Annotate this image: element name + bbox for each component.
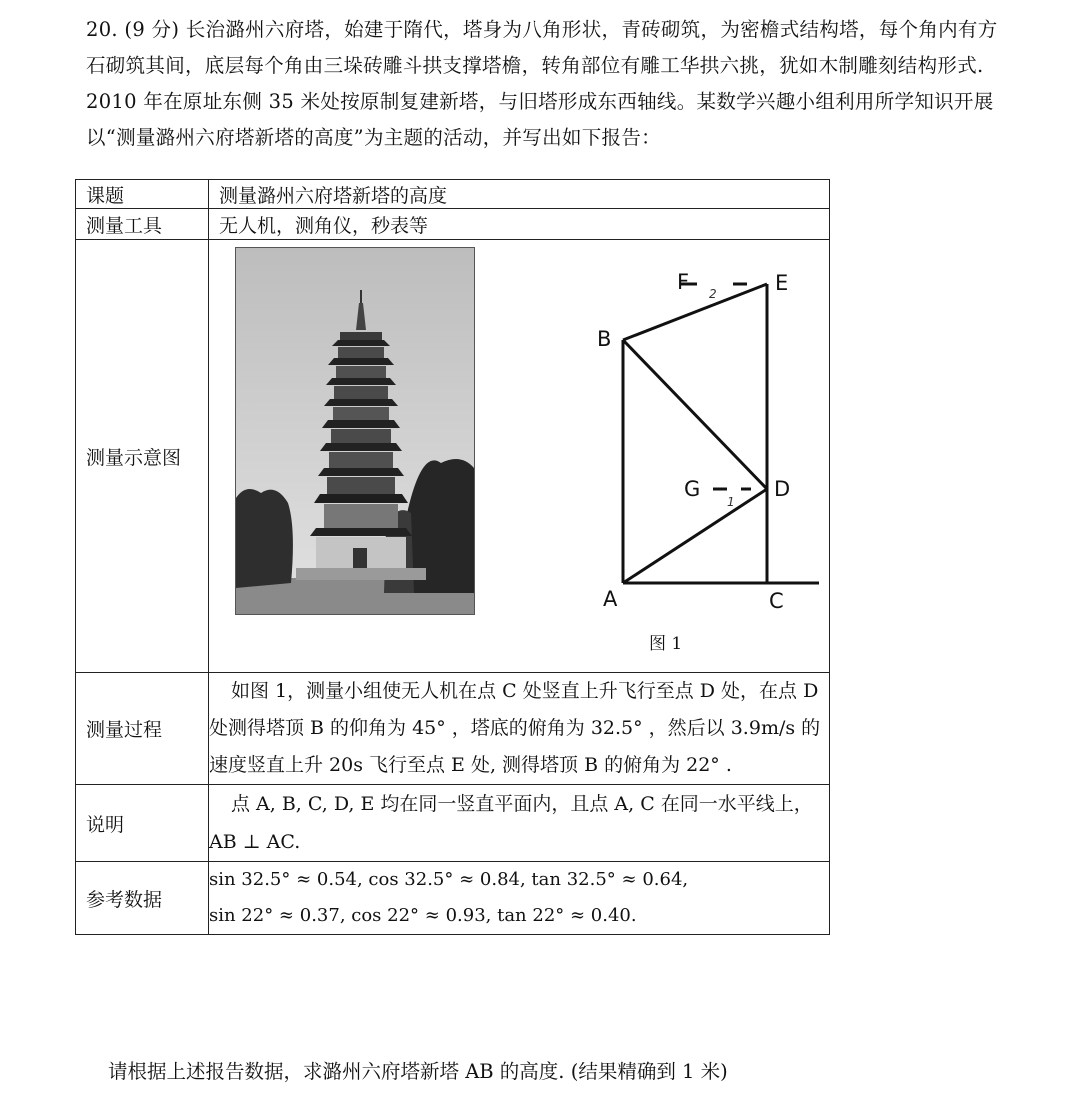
pagoda-illustration — [236, 248, 474, 614]
intro-line: 以“测量潞州六府塔新塔的高度”为主题的活动，并写出如下报告： — [86, 126, 661, 149]
point-a-label: A — [603, 587, 618, 611]
process-text: 如图 1，测量小组使无人机在点 C 处竖直上升飞行至点 D 处，在点 D 处测得塔顶 B 的仰角为 45° ，塔底的俯角为 32.5° ，然后以 3.9m/s 的速度竖直上升 20s 飞行至点 E 处, 测得塔顶 B 的俯角为 22° . — [209, 673, 830, 785]
angle-2-mark: 2 — [709, 287, 717, 301]
note-label: 说明 — [76, 785, 209, 862]
point-f-label: F — [677, 270, 690, 294]
ref-label: 参考数据 — [76, 862, 209, 935]
tools-label: 测量工具 — [76, 209, 209, 240]
problem-intro — [86, 12, 1061, 156]
angle-1-mark: 1 — [727, 495, 735, 509]
line-ad — [623, 489, 767, 583]
process-label: 测量过程 — [76, 673, 209, 785]
intro-line: 20. (9 分) 长治潞州六府塔，始建于隋代，塔身为八角形状，青砖砌筑，为密檐式结构塔，每个角内有方 — [86, 18, 998, 41]
tools-value: 无人机，测角仪，秒表等 — [209, 209, 830, 240]
geometry-diagram — [519, 252, 819, 672]
question-text: 请根据上述报告数据，求潞州六府塔新塔 AB 的高度. (结果精确到 1 米) — [108, 1060, 728, 1083]
point-d-label: D — [774, 477, 791, 501]
line-be — [623, 284, 767, 340]
figure-caption: 图 1 — [649, 634, 683, 654]
topic-label: 课题 — [76, 180, 209, 209]
intro-line: 石砌筑其间，底层每个角由三垛砖雕斗拱支撑塔檐，转角部位有雕工华拱六挑，犹如木制雕刻结构形式. — [86, 54, 984, 77]
note-text: 点 A, B, C, D, E 均在同一竖直平面内，且点 A, C 在同一水平线上，AB ⊥ AC. — [209, 785, 830, 862]
point-e-label: E — [775, 271, 789, 295]
intro-line: 2010 年在原址东侧 35 米处按原制复建新塔，与旧塔形成东西轴线。某数学兴趣小组利用所学知识开展 — [86, 90, 994, 113]
diagram-cell — [209, 240, 830, 673]
ref-line-2: sin 22° ≈ 0.37, cos 22° ≈ 0.93, tan 22° ≈ 0.40. — [209, 905, 637, 926]
ref-line-1: sin 32.5° ≈ 0.54, cos 32.5° ≈ 0.84, tan 32.5° ≈ 0.64, — [209, 869, 689, 890]
point-b-label: B — [597, 327, 612, 351]
topic-value: 测量潞州六府塔新塔的高度 — [209, 180, 830, 209]
line-bd — [623, 340, 767, 489]
point-g-label: G — [684, 477, 701, 501]
diagram-label: 测量示意图 — [76, 240, 209, 673]
point-c-label: C — [769, 589, 784, 613]
ref-data — [209, 862, 830, 935]
pagoda-photo — [235, 247, 475, 615]
report-table — [75, 179, 830, 935]
